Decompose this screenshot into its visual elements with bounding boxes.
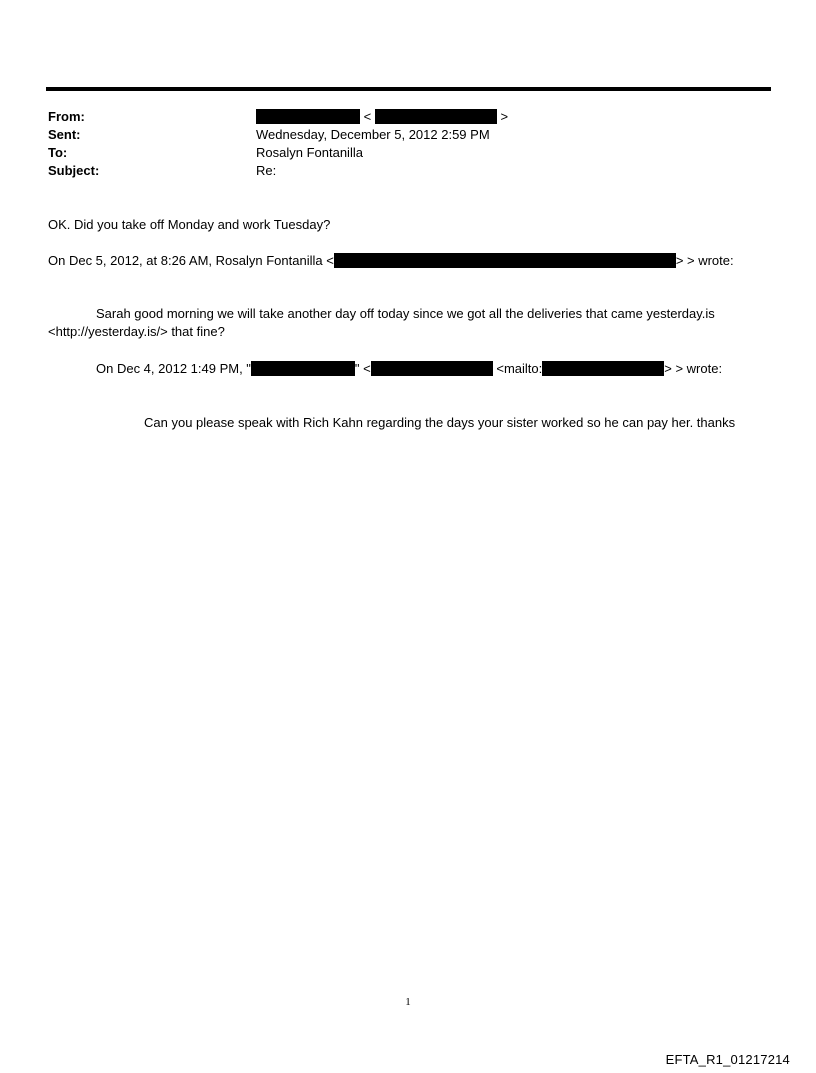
quote2-text: Can you please speak with Rich Kahn regarding the days your sister worked so he can pay her. thanks <box>144 415 736 430</box>
redacted-sender-email <box>375 109 497 124</box>
quote2-prefix: On Dec 4, 2012 1:49 PM, " <box>96 361 251 376</box>
sent-value: Wednesday, December 5, 2012 2:59 PM <box>256 127 490 142</box>
quote2-mid1: " < <box>354 361 371 376</box>
from-angle-open: < <box>363 109 372 124</box>
reply-text: OK. Did you take off Monday and work Tuesday? <box>48 217 331 232</box>
redacted-name <box>251 361 355 376</box>
quote1-attribution <box>48 252 734 270</box>
quote1-suffix: > > wrote: <box>675 253 734 268</box>
to-value: Rosalyn Fontanilla <box>256 145 363 160</box>
quote2-suffix: > > wrote: <box>664 361 723 376</box>
quote1-prefix: On Dec 5, 2012, at 8:26 AM, Rosalyn Fontanilla < <box>48 253 334 268</box>
quote2-attribution <box>96 360 722 378</box>
document-id: EFTA_R1_01217214 <box>665 1052 790 1067</box>
header-rule <box>46 87 771 91</box>
quote1-paragraph <box>48 305 758 341</box>
redacted-sender-name <box>256 109 360 124</box>
from-angle-close: > <box>500 109 509 124</box>
to-label: To: <box>48 145 68 160</box>
quote1-line1: Sarah good morning we will take another day off today since we got all the deliveries that came yesterday.is <box>96 306 715 321</box>
redacted-mailto <box>542 361 664 376</box>
redacted-email <box>371 361 493 376</box>
quote1-line2: <http://yesterday.is/> that fine? <box>48 324 225 339</box>
subject-value: Re: <box>256 163 277 178</box>
subject-label: Subject: <box>48 163 100 178</box>
from-value <box>256 108 508 126</box>
page-number: 1 <box>405 996 411 1008</box>
sent-label: Sent: <box>48 127 81 142</box>
quote2-mid2: <mailto: <box>492 361 543 376</box>
redacted-email <box>334 253 676 268</box>
from-label: From: <box>48 109 85 124</box>
